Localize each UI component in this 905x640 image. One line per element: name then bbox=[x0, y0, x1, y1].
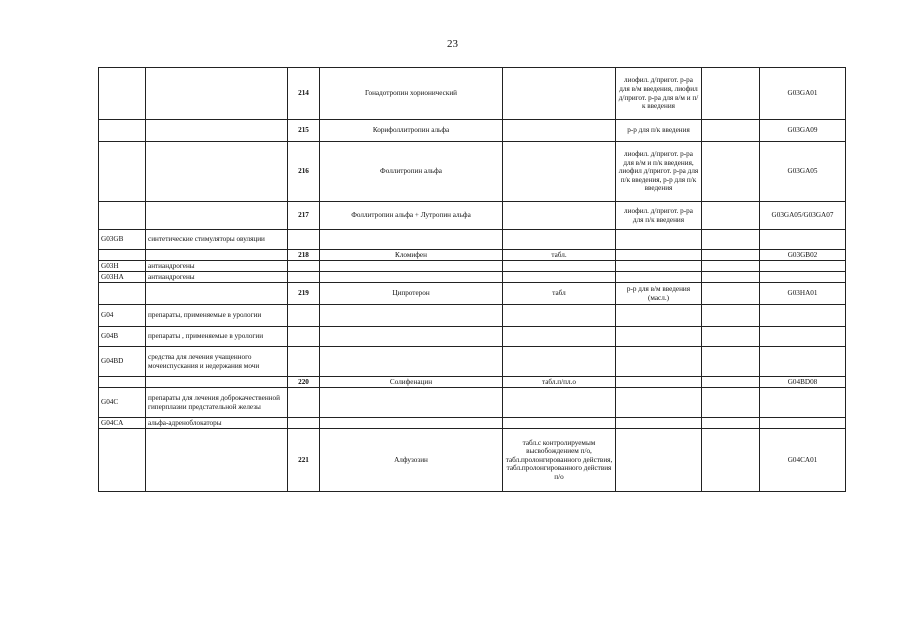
administration-form bbox=[616, 327, 702, 347]
administration-form bbox=[616, 388, 702, 418]
drug-name: Фоллитропин альфа + Лутропин альфа bbox=[320, 202, 503, 230]
atc-group-name: препараты , применяемые в урологии bbox=[146, 327, 288, 347]
dosage-form bbox=[503, 261, 616, 272]
dosage-form bbox=[503, 120, 616, 142]
table-row bbox=[99, 429, 846, 492]
table-row bbox=[99, 418, 846, 429]
atc-group-name: альфа-адреноблокаторы bbox=[146, 418, 288, 429]
extra-cell bbox=[702, 347, 760, 377]
table-row bbox=[99, 283, 846, 305]
extra-cell bbox=[702, 283, 760, 305]
atc-code: G03HA01 bbox=[760, 283, 846, 305]
administration-form bbox=[616, 250, 702, 261]
drug-name: Кломифен bbox=[320, 250, 503, 261]
dosage-form bbox=[503, 202, 616, 230]
atc-group-code: G04B bbox=[99, 327, 146, 347]
atc-group-name bbox=[146, 202, 288, 230]
atc-code: G03GB02 bbox=[760, 250, 846, 261]
drug-name bbox=[320, 305, 503, 327]
extra-cell bbox=[702, 230, 760, 250]
table-row bbox=[99, 68, 846, 120]
atc-code bbox=[760, 261, 846, 272]
administration-form bbox=[616, 377, 702, 388]
drug-name bbox=[320, 327, 503, 347]
drug-name: Ципротерон bbox=[320, 283, 503, 305]
extra-cell bbox=[702, 142, 760, 202]
drug-name bbox=[320, 272, 503, 283]
table-row bbox=[99, 250, 846, 261]
row-number: 214 bbox=[288, 68, 320, 120]
administration-form: р-р для в/м введения (масл.) bbox=[616, 283, 702, 305]
drug-name: Фоллитропин альфа bbox=[320, 142, 503, 202]
atc-group-code: G03GB bbox=[99, 230, 146, 250]
dosage-form bbox=[503, 347, 616, 377]
table-row bbox=[99, 120, 846, 142]
administration-form bbox=[616, 261, 702, 272]
table-row bbox=[99, 272, 846, 283]
table-row bbox=[99, 230, 846, 250]
row-number: 217 bbox=[288, 202, 320, 230]
atc-group-code bbox=[99, 142, 146, 202]
atc-code bbox=[760, 305, 846, 327]
dosage-form bbox=[503, 305, 616, 327]
extra-cell bbox=[702, 68, 760, 120]
atc-group-code bbox=[99, 68, 146, 120]
extra-cell bbox=[702, 202, 760, 230]
dosage-form: табл. bbox=[503, 250, 616, 261]
drug-name bbox=[320, 388, 503, 418]
row-number bbox=[288, 230, 320, 250]
atc-group-name bbox=[146, 250, 288, 261]
atc-group-name: антиандрогены bbox=[146, 261, 288, 272]
atc-group-name bbox=[146, 429, 288, 492]
drug-name bbox=[320, 347, 503, 377]
atc-group-code: G04 bbox=[99, 305, 146, 327]
atc-group-code: G03HA bbox=[99, 272, 146, 283]
row-number: 216 bbox=[288, 142, 320, 202]
atc-code bbox=[760, 418, 846, 429]
atc-code: G03GA05 bbox=[760, 142, 846, 202]
drug-name bbox=[320, 261, 503, 272]
atc-group-name: препараты, применяемые в урологии bbox=[146, 305, 288, 327]
atc-code: G03GA01 bbox=[760, 68, 846, 120]
row-number: 215 bbox=[288, 120, 320, 142]
row-number: 218 bbox=[288, 250, 320, 261]
atc-group-name bbox=[146, 120, 288, 142]
table-row bbox=[99, 261, 846, 272]
atc-group-name: антиандрогены bbox=[146, 272, 288, 283]
administration-form bbox=[616, 272, 702, 283]
atc-group-name bbox=[146, 142, 288, 202]
atc-code: G04BD08 bbox=[760, 377, 846, 388]
dosage-form: табл.с контролируемым высвобождением п/о, табл.пролонгированного действия, табл.пролонгированного действия п/о bbox=[503, 429, 616, 492]
row-number: 220 bbox=[288, 377, 320, 388]
drug-name: Корифоллитропин альфа bbox=[320, 120, 503, 142]
drug-name: Гонадотропин хорионический bbox=[320, 68, 503, 120]
atc-group-name bbox=[146, 68, 288, 120]
row-number bbox=[288, 388, 320, 418]
atc-group-code bbox=[99, 429, 146, 492]
atc-group-code bbox=[99, 250, 146, 261]
table-row bbox=[99, 202, 846, 230]
extra-cell bbox=[702, 272, 760, 283]
atc-code bbox=[760, 347, 846, 377]
atc-group-code: G03H bbox=[99, 261, 146, 272]
row-number bbox=[288, 347, 320, 377]
row-number bbox=[288, 272, 320, 283]
atc-code: G04CA01 bbox=[760, 429, 846, 492]
extra-cell bbox=[702, 418, 760, 429]
atc-group-code bbox=[99, 120, 146, 142]
extra-cell bbox=[702, 120, 760, 142]
extra-cell bbox=[702, 327, 760, 347]
administration-form: лиофил. д/пригот. р-ра для п/к введения bbox=[616, 202, 702, 230]
atc-group-name: средства для лечения учащенного мочеиспускания и недержания мочи bbox=[146, 347, 288, 377]
table-row bbox=[99, 377, 846, 388]
administration-form: лиофил. д/пригот. р-ра для в/м введения, лиофил д/пригот. р-ра для в/м и п/к введения bbox=[616, 68, 702, 120]
atc-group-code: G04C bbox=[99, 388, 146, 418]
atc-group-code: G04CA bbox=[99, 418, 146, 429]
administration-form: лиофил. д/пригот. р-ра для в/м и п/к введения, лиофил д/пригот. р-ра для п/к введения, р-р для п/к введения bbox=[616, 142, 702, 202]
row-number bbox=[288, 327, 320, 347]
row-number: 221 bbox=[288, 429, 320, 492]
extra-cell bbox=[702, 261, 760, 272]
table-row bbox=[99, 305, 846, 327]
atc-group-name bbox=[146, 377, 288, 388]
table-row bbox=[99, 327, 846, 347]
dosage-form bbox=[503, 418, 616, 429]
atc-group-name bbox=[146, 283, 288, 305]
drug-name: Алфузозин bbox=[320, 429, 503, 492]
dosage-form bbox=[503, 230, 616, 250]
atc-group-name: препараты для лечения доброкачественной гиперплазии предстательной железы bbox=[146, 388, 288, 418]
dosage-form bbox=[503, 68, 616, 120]
extra-cell bbox=[702, 250, 760, 261]
atc-code bbox=[760, 272, 846, 283]
drug-name bbox=[320, 230, 503, 250]
administration-form: р-р для п/к введения bbox=[616, 120, 702, 142]
atc-group-code bbox=[99, 377, 146, 388]
atc-code: G03GA05/G03GA07 bbox=[760, 202, 846, 230]
row-number bbox=[288, 305, 320, 327]
atc-code bbox=[760, 327, 846, 347]
table-row bbox=[99, 142, 846, 202]
dosage-form: табл bbox=[503, 283, 616, 305]
row-number bbox=[288, 418, 320, 429]
atc-code bbox=[760, 230, 846, 250]
administration-form bbox=[616, 429, 702, 492]
atc-group-code bbox=[99, 202, 146, 230]
atc-group-code: G04BD bbox=[99, 347, 146, 377]
administration-form bbox=[616, 347, 702, 377]
atc-code bbox=[760, 388, 846, 418]
drug-name: Солифенацин bbox=[320, 377, 503, 388]
dosage-form bbox=[503, 272, 616, 283]
atc-group-name: синтетические стимуляторы овуляции bbox=[146, 230, 288, 250]
extra-cell bbox=[702, 388, 760, 418]
extra-cell bbox=[702, 377, 760, 388]
atc-group-code bbox=[99, 283, 146, 305]
administration-form bbox=[616, 230, 702, 250]
atc-code: G03GA09 bbox=[760, 120, 846, 142]
dosage-form bbox=[503, 327, 616, 347]
dosage-form: табл.п/пл.о bbox=[503, 377, 616, 388]
dosage-form bbox=[503, 388, 616, 418]
administration-form bbox=[616, 418, 702, 429]
drug-table bbox=[98, 67, 846, 492]
row-number: 219 bbox=[288, 283, 320, 305]
page-number: 23 bbox=[447, 38, 458, 50]
extra-cell bbox=[702, 429, 760, 492]
dosage-form bbox=[503, 142, 616, 202]
table-row bbox=[99, 388, 846, 418]
administration-form bbox=[616, 305, 702, 327]
table-row bbox=[99, 347, 846, 377]
row-number bbox=[288, 261, 320, 272]
extra-cell bbox=[702, 305, 760, 327]
drug-name bbox=[320, 418, 503, 429]
